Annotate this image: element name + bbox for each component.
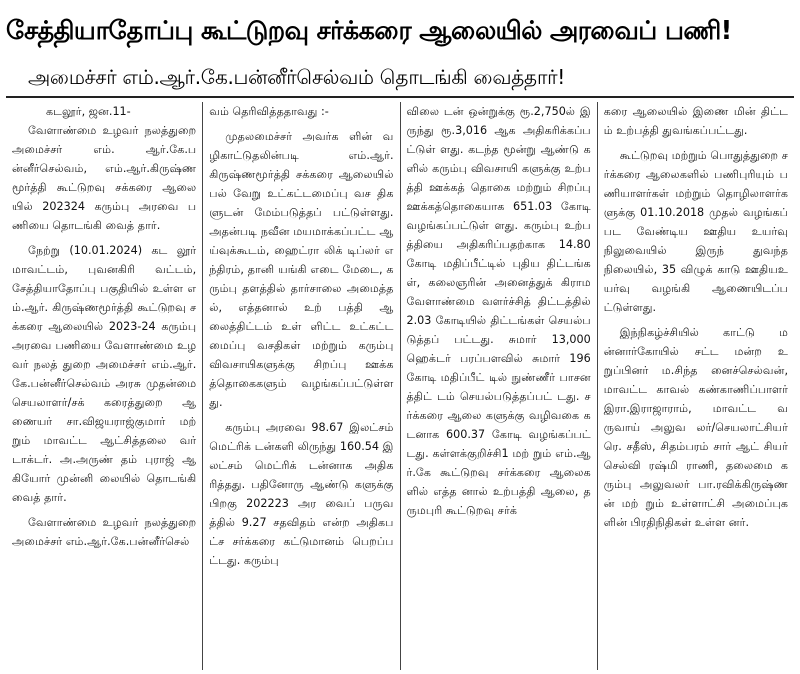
article-paragraph: இந்நிகழ்ச்சியில் காட்டு மன்னார்கோயில் சட்ட மன்ற உறுப்பினர் ம.சிந்த னைச்செல்வன், மாவட்ட காவல் கண்காணிப்பாளர் இரா.இராஜாராம், மாவட்ட வருவாய் அலுவ லர்/செயலாட்சியர் ரெ. சதீஸ், சிதம்பரம் சார் ஆட் சியர் செல்வி ரஷ்மி ராணி, தலைமை கரும்பு அலுவலர் பா.ரவிக்கிருஷ்ணன் மற் றும் உள்ளாட்சி அமைப்புக ளின் பிரதிநிதிகள் உள்ள னர். [603,326,788,529]
article-column-4 [598,102,794,670]
headline: சேத்தியாதோப்பு கூட்டுறவு சர்க்கரை ஆலையில் அரவைப் பணி! [6,16,732,46]
article-paragraph: வம் தெரிவித்ததாவது :- [209,105,329,118]
article-paragraph: நேற்று (10.01.2024) கட லூர் மாவட்டம், புவனகிரி வட்டம், சேத்தியாதோப்பு பகுதியில் உள்ள எம்.ஆர். கிருஷ்ணமூர்த்தி கூட்டுறவு சக்கரை ஆலையில் 2023-24 கரும்பு அரவை பணியை வேளாண்மை உழவர் நலத் துறை அமைச்சர் எம்.ஆர். கே.பன்னீர்செல்வம் அரசு முதன்மை செயலாளர்/சக் கரைத்துறை ஆணையர் சா.விஜயராஜ்குமார் மற் றும் மாவட்ட ஆட்சித்தலை வர் டாக்டர். அ.அருண் தம் புராஜ் ஆகியோர் முன்னி லையில் தொடங்கி வைத் தார். [12,244,197,504]
headline-divider [6,96,794,98]
article-column-2 [203,102,400,670]
article-body [6,102,794,670]
article-column-3 [401,102,598,670]
article-paragraph: வேளாண்மை உழவர் நலத்துறை அமைச்சர் எம். ஆர்.கே.பன்னீர்செல்வம், எம்.ஆர்.கிருஷ்ணமூர்த்தி கூட்டுறவு சக்கரை ஆலை யில் 202324 கரும்பு அரவை பணியை தொடங்கி வைத் தார். [12,124,197,232]
article-paragraph: கரும்பு அரவை 98.67 இலட்சம் மெட்ரிக் டன்களி லிருந்து 160.54 இலட்சம் மெட்ரிக் டன்னாக அதிக ரித்தது. பதினோரு ஆண்டு களுக்கு பிறகு 202223 அர வைப் பருவத்தில் 9.27 சதவிதம் என்ற அதிகபட்ச சர்க்கரை கட்டுமானம் பெறப்பட்டது. கரும்பு [209,421,394,567]
subheadline: அமைச்சர் எம்.ஆர்.கே.பன்னீர்செல்வம் தொடங்கி வைத்தார்! [28,65,566,89]
article-paragraph: கூட்டுறவு மற்றும் பொதுத்துறை சர்க்கரை ஆலைகளில் பணிபுரியும் பணியாளர்கள் மற்றும் தொழிலாளர்களுக்கு 01.10.2018 முதல் வழங்கப் பட வேண்டிய ஊதிய உயர்வு நிலுவையில் இருந் துவந்த நிலையில், 35 விழுக் காடு ஊதியஉயர்வு வழங்கி ஆணையிடப்பட்டுள்ளது. [603,149,788,314]
article-paragraph: முதலமைச்சர் அவர்க ளின் வழிகாட்டுதலின்படி எம்.ஆர்.கிருஷ்ணமூர்த்தி சக்கரை ஆலையில் பல் வேறு உட்கட்டமைப்பு வச திகளுடன் மேம்படுத்தப் பட்டுள்ளது. அதன்படி நவீன மயமாக்கப்பட்ட ஆய்வுக்கூடம், ஹைட்ரா லிக் டிப்லர் எந்திரம், தானி யங்கி எடை மேடை, கரும்பு தளத்தில் தார்சாலை அமைத்தல், எத்தனால் உற் பத்தி ஆலைத்திட்டம் உள் ளிட்ட உட்கட்டமைப்பு வசதிகள் மற்றும் கரும்பு விவசாயிகளுக்கு சிறப்பு ஊக்கத்தொகைகளும் வழங்கப்பட்டுள்ளது. [209,130,394,409]
article-column-1 [6,102,203,670]
article-paragraph: கரை ஆலையில் இணை மின் திட்டம் உற்பத்தி துவங்கப்பட்டது. [603,105,788,137]
article-paragraph: வேளாண்மை உழவர் நலத்துறை அமைச்சர் எம்.ஆர்.கே.பன்னீர்செல் [12,516,197,548]
dateline: கடலூர், ஜன.11- [46,105,131,118]
article-paragraph: விலை டன் ஒன்றுக்கு ரூ.2,750ல் இருந்து ரூ.3,016 ஆக அதிகரிக்கப்பட்டுள் ளது. கடந்த மூன்று ஆண்டு களில் கரும்பு விவசாயி களுக்கு உற்பத்தி ஊக்கத் தொகை மற்றும் சிறப்பு ஊக்கத்தொகையாக 651.03 கோடி வழங்கப்பட்டுள் ளது. கரும்பு உற்பத்தியை அதிகரிப்பதற்காக 14.80 கோடி மதிப்பீட்டில் புதிய திட்டங்கள், கலைஞரின் அனைத்துக் கிராம வேளாண்மை வளர்ச்சித் திட்டத்தில் 2.03 கோடியில் திட்டங்கள் செயல்படுத்தப் பட்டது. சுமார் 13,000 ஹெக்டர் பரப்பளவில் சுமார் 196 கோடி மதிப்பீட் டில் நுண்ணீர் பாசனத்திட் டம் செயல்படுத்தப்பட் டது. சர்க்கரை ஆலை களுக்கு வழிவகை கடனாக 600.37 கோடி வழங்கப்பட் டது. கள்ளக்குறிச்சி1 மற் றும் எம்.ஆர்.கே கூட்டுறவு சர்க்கரை ஆலைகளில் எத்த னால் உற்பத்தி ஆலை, தருமபுரி கூட்டுறவு சர்க் [406,105,591,517]
